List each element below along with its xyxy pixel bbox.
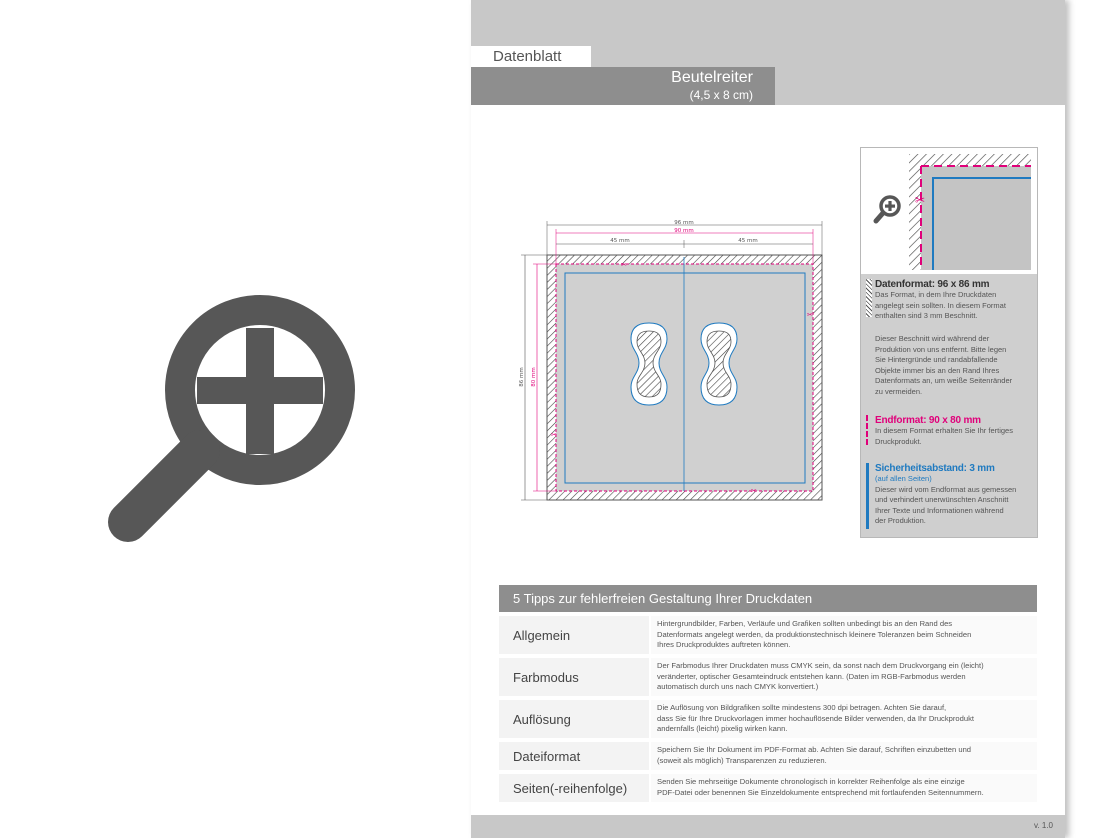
dim-inner-height: 80 mm [531, 367, 537, 387]
dim-inner-width: 90 mm [674, 228, 694, 234]
tip-text: Hintergrundbilder, Farben, Verläufe und Grafiken sollten unbedingt bis an den Rand des Datenformats angelegt werden, da produktionstechnisch kleinere Toleranzen beim Schneiden Ihres Druckproduktes auftreten können. [651, 616, 1037, 654]
scissors-icon: ✂ [915, 193, 926, 207]
scissors-icon: ✂ [751, 487, 757, 495]
sicherheit-sub: (auf allen Seiten) [875, 474, 932, 483]
dim-outer-width: 96 mm [674, 220, 694, 226]
product-title: Beutelreiter [671, 69, 753, 86]
footer-band [471, 815, 1065, 838]
tips-row-dateiformat [499, 742, 1037, 770]
tip-text: Speichern Sie Ihr Dokument im PDF-Format ab. Achten Sie darauf, Schriften einzubetten und (soweit als möglich) Transparenzen zu reduzieren. [651, 742, 1037, 770]
tip-label: Farbmodus [499, 658, 651, 696]
scissors-icon: ✂ [621, 261, 627, 269]
tip-text: Der Farbmodus Ihrer Druckdaten muss CMYK sein, da sonst nach dem Druckvorgang ein (leicht) veränderter, optischer Gesamteindruck entstehen kann. (Daten im RGB-Farbmodus werden automatisch durch uns nach CMYK konvertiert.) [651, 658, 1037, 696]
version-label: v. 1.0 [1034, 821, 1053, 830]
dim-outer-height: 86 mm [519, 367, 525, 387]
sicherheit-text: Dieser wird vom Endformat aus gemessen und verhindert unerwünschten Anschnitt Ihrer Texte und Informationen während der Produktion. [875, 484, 1017, 525]
product-size: (4,5 x 8 cm) [689, 88, 753, 102]
scissors-icon: ✂ [551, 431, 557, 439]
tip-label: Allgemein [499, 616, 651, 654]
tip-text: Die Auflösung von Bildgrafiken sollte mindestens 300 dpi betragen. Achten Sie darauf, dass Sie für Ihre Druckvorlagen immer hochauflösende Bilder verwenden, da Ihr Druckprodukt andernfalls (leicht) pixelig wirken kann. [651, 700, 1037, 738]
datasheet-tag: Datenblatt [471, 46, 591, 67]
endformat-title: Endformat: 90 x 80 mm [875, 415, 981, 426]
legend-panel [860, 147, 1038, 538]
dim-half-left: 45 mm [610, 238, 630, 244]
tips-row-farbmodus [499, 658, 1037, 696]
tips-row-seiten [499, 774, 1037, 802]
corner-detail [909, 154, 1031, 270]
tips-row-aufloesung [499, 700, 1037, 738]
tip-label: Dateiformat [499, 742, 651, 770]
zoom-in-icon[interactable] [873, 194, 903, 228]
tips-row-allgemein [499, 616, 1037, 654]
sicherheit-title: Sicherheitsabstand: 3 mm [875, 463, 995, 474]
legend-detail-preview [861, 148, 1037, 274]
scissors-icon: ✂ [807, 311, 813, 319]
format-drawing [511, 205, 831, 505]
dim-half-right: 45 mm [738, 238, 758, 244]
zoom-in-icon[interactable] [100, 285, 370, 555]
datenformat-title: Datenformat: 96 x 86 mm [875, 279, 990, 290]
tip-text: Senden Sie mehrseitige Dokumente chronologisch in korrekter Reihenfolge als eine einzige PDF-Datei oder benennen Sie Einzeldokumente entsprechend mit fortlaufenden Seitennummern. [651, 774, 1037, 802]
datenformat-text: Das Format, in dem Ihre Druckdaten angelegt sein sollten. In diesem Format enthalten sind 3 mm Beschnitt. [875, 290, 1006, 320]
datasheet-page [471, 0, 1065, 838]
tip-label: Seiten(-reihenfolge) [499, 774, 651, 802]
endformat-text: In diesem Format erhalten Sie Ihr fertiges Druckprodukt. [875, 426, 1013, 446]
tips-heading: 5 Tipps zur fehlerfreien Gestaltung Ihrer Druckdaten [499, 585, 1037, 612]
tip-label: Auflösung [499, 700, 651, 738]
product-title-box [471, 67, 775, 105]
tips-table [499, 585, 1037, 802]
beschnitt-text: Dieser Beschnitt wird während der Produktion von uns entfernt. Bitte legen Sie Hintergründe und randabfallende Objekte immer bis an den Rand Ihres Datenformats an, um weiße Seitenränder zu vermeiden. [875, 334, 1013, 396]
